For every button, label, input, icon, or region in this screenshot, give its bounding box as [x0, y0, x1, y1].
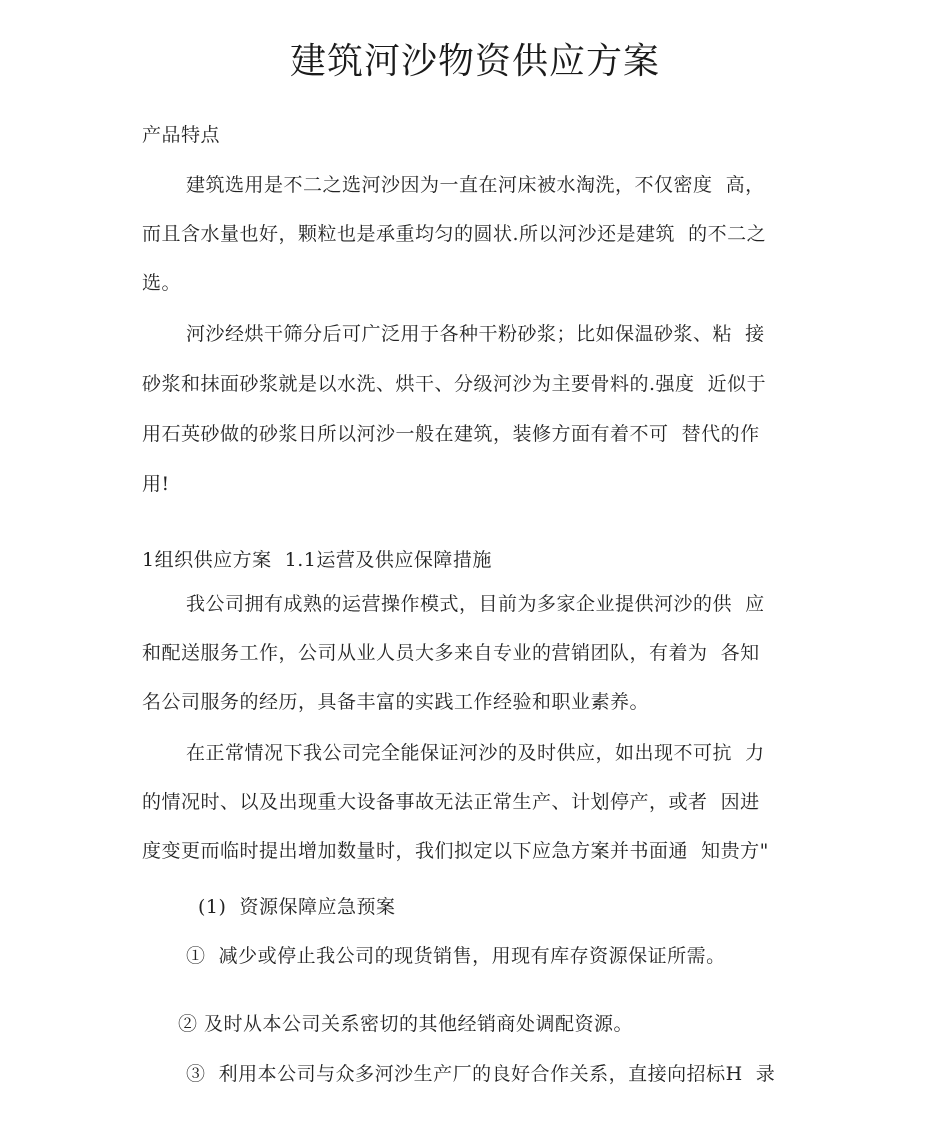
paragraph-line: 选。 — [142, 272, 182, 294]
list-item: ① 减少或停止我公司的现货销售，用现有库存资源保证所需。 — [186, 945, 726, 967]
paragraph-line: 河沙经烘干筛分后可广泛用于各种干粉砂浆；比如保温砂浆、粘 接 — [186, 323, 765, 345]
paragraph-line: 的情况时、以及出现重大设备事故无法正常生产、计划停产，或者 因进 — [142, 791, 760, 813]
paragraph-line: 砂浆和抹面砂浆就是以水洗、烘干、分级河沙为主要骨料的.强度 近似于 — [142, 373, 767, 395]
paragraph-line: 用! — [142, 473, 170, 495]
section-heading-supply-plan: 1组织供应方案 1.1运营及供应保障措施 — [142, 549, 492, 571]
document-title: 建筑河沙物资供应方案 — [289, 41, 660, 82]
paragraph-line: 建筑选用是不二之选河沙因为一直在河床被水淘洗，不仅密度 高， — [186, 174, 765, 196]
paragraph-line: 用石英砂做的砂浆日所以河沙一般在建筑，装修方面有着不可 替代的作 — [142, 423, 760, 445]
paragraph-line: 和配送服务工作，公司从业人员大多来自专业的营销团队，有着为 各知 — [142, 642, 760, 664]
paragraph-line: 度变更而临时提出增加数量时，我们拟定以下应急方案并书面通 知贵方" — [142, 840, 769, 862]
list-item: ② 及时从本公司关系密切的其他经销商处调配资源。 — [178, 1013, 634, 1035]
sub-heading-resource-guarantee: (1) 资源保障应急预案 — [198, 896, 396, 918]
paragraph-line: 我公司拥有成熟的运营操作模式，目前为多家企业提供河沙的供 应 — [186, 593, 765, 615]
paragraph-line: 名公司服务的经历，具备丰富的实践工作经验和职业素养。 — [142, 691, 650, 713]
paragraph-line: 在正常情况下我公司完全能保证河沙的及时供应，如出现不可抗 力 — [186, 742, 765, 764]
list-item: ③ 利用本公司与众多河沙生产厂的良好合作关系，直接向招标H 录 — [186, 1063, 776, 1085]
paragraph-line: 而且含水量也好，颗粒也是承重均匀的圆状.所以河沙还是建筑 的不二之 — [142, 223, 767, 245]
section-heading-product-features: 产品特点 — [142, 124, 221, 146]
